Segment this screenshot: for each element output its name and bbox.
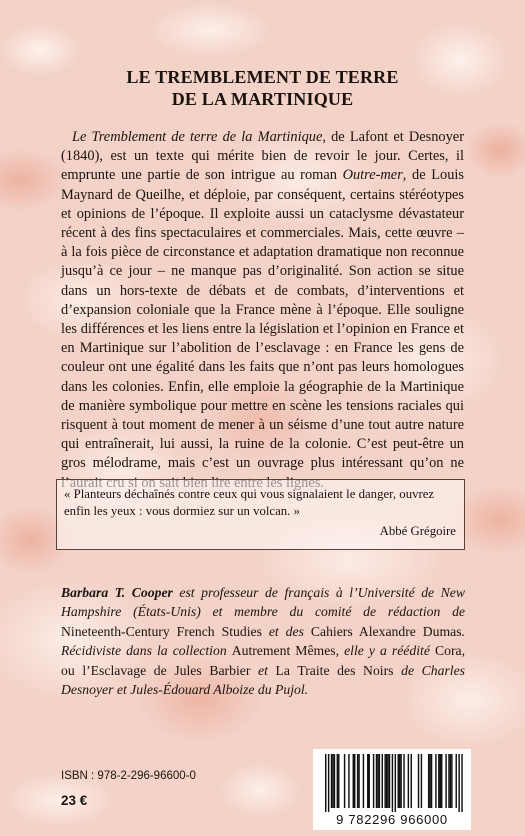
bio-text-6: de Jules Barbier (146, 662, 259, 678)
bio-text-5: , (461, 643, 465, 659)
barcode (313, 749, 471, 830)
synopsis (61, 128, 464, 493)
synopsis-text-1: , de Lafont et Desnoyer (1840), est un texte qui mérite bien de revoir le jour. Certes, il emprunte une partie de son intrigue au roman (61, 129, 464, 184)
work-2: ou l’Esclavage (61, 662, 147, 678)
synopsis-text-2: , de Louis Maynard de Queilhe, et déploie, par conséquent, certains stéréotypes et opinions de l’époque. Il exploite aussi un cataclysme dévastateur récent à des fins spectaculaires et commerciales. Mais, cette œuvre – à la fois pièce de circonstance et adaptation dramatique non reconnue jusqu’à ce jour – ne manque pas d’originalité. Son action se situe dans un hors-texte de débats et de combats, d’interventions et d’expansion coloniale que la France mène à l’époque. Elle souligne les différences et les liens entre la législation et l’opinion en France et en Martinique sur l’abolition de l’esclavage : en France les gens de couleur ont une égalité dans les faits que n’ont pas leurs homologues dans les colonies. Enfin, elle emploie la géographie de la Martinique de manière symbolique pour mettre en scène les tensions raciales qui risquent à tout moment de mener à un séisme d’une tout autre nature qui entraînerait, lui aussi, la ruine de la colonie. C’est peut-être un gros mélodrame, mais c’est un ouvrage plus intéressant qu’on ne (61, 167, 465, 472)
barcode-bar (411, 754, 412, 808)
barcode-bar (334, 754, 335, 808)
barcode-bar (418, 754, 419, 808)
barcode-bar (387, 754, 388, 808)
barcode-bar (398, 754, 399, 808)
barcode-bar (369, 754, 370, 808)
barcode-bar (379, 754, 380, 808)
barcode-bar (338, 754, 339, 808)
barcode-bar (431, 754, 432, 808)
bio-text-3: . Récidiviste dans la collection (61, 623, 465, 659)
barcode-bar (445, 754, 446, 808)
bio-text-1: est professeur de français à l’Université de New Hampshire (États-Unis) et membre du comité de rédaction de (61, 585, 466, 620)
work-3: La Traite des Noirs (275, 662, 394, 678)
barcode-bar (435, 754, 436, 808)
barcode-bar (438, 754, 439, 808)
barcode-bar (428, 754, 429, 808)
barcode-bar (331, 754, 332, 808)
barcode-bar (373, 754, 374, 808)
collection-name: Autrement Mêmes (231, 643, 336, 659)
journal-1: Nineteenth-Century French Studies (61, 623, 262, 639)
barcode-bar (348, 754, 349, 808)
barcode-bar (353, 754, 354, 808)
epigraph-author: Abbé Grégoire (379, 524, 456, 538)
journal-2: Cahiers Alexandre Dumas (310, 623, 462, 639)
barcode-bar (456, 754, 457, 808)
barcode-bar (367, 754, 368, 808)
barcode-bar (337, 754, 338, 808)
author-bio (61, 583, 465, 699)
barcode-bar (332, 754, 333, 808)
barcode-bar (363, 754, 364, 808)
barcode-bar (389, 754, 390, 808)
barcode-bar (328, 754, 329, 812)
isbn: ISBN : 978-2-296-96600-0 (61, 770, 196, 782)
barcode-bar (448, 754, 449, 808)
bio-text-4: , elle y a réédité (335, 643, 435, 659)
barcode-bar (384, 754, 385, 808)
barcode-bar (392, 754, 393, 812)
novel-title: Outre-mer (342, 167, 403, 184)
synopsis-paragraph (61, 128, 464, 493)
barcode-bars (313, 749, 471, 813)
author-name: Barbara T. Cooper (61, 585, 173, 600)
barcode-digits: 9 782296 966000 (336, 812, 448, 827)
barcode-bar (441, 754, 442, 808)
barcode-bar (399, 754, 400, 808)
barcode-bar (325, 754, 326, 812)
bio-text-9: de Charles Desnoyer et Jules-Édouard Alboize du Pujol. (61, 662, 466, 698)
epigraph-box (56, 479, 465, 550)
title-line-2: DE LA MARTINIQUE (171, 89, 354, 109)
play-title: Le Tremblement de terre de la Martinique (72, 129, 323, 145)
barcode-bar (403, 754, 404, 808)
barcode-bar (386, 754, 387, 808)
price: 23 € (61, 793, 88, 808)
barcode-bar (458, 754, 459, 812)
barcode-bar (421, 754, 422, 808)
bio-text-7: et (258, 662, 268, 678)
barcode-bar (400, 754, 401, 808)
title-line-1: LE TREMBLEMENT DE TERRE (126, 67, 399, 87)
barcode-bar (451, 754, 452, 808)
bio-text-2: et des (261, 623, 311, 639)
barcode-bar (377, 754, 378, 808)
work-1: Cora (434, 643, 462, 659)
barcode-bar (461, 754, 462, 812)
barcode-bar (408, 754, 409, 808)
bio-text-8 (268, 663, 276, 678)
barcode-bar (395, 754, 396, 812)
barcode-bar (357, 754, 358, 808)
barcode-bar (376, 754, 377, 808)
barcode-bar (382, 754, 383, 808)
barcode-bar (429, 754, 430, 808)
barcode-bar (358, 754, 359, 808)
barcode-bar (344, 754, 345, 808)
barcode-bar (354, 754, 355, 808)
book-title (0, 66, 525, 110)
barcode-bar (450, 754, 451, 808)
barcode-bar (440, 754, 441, 808)
epigraph-quote: « Planteurs déchaînés contre ceux qui vous signalaient le danger, ouvrez enfin les yeux : vous dormiez sur un volcan. » (64, 487, 435, 518)
